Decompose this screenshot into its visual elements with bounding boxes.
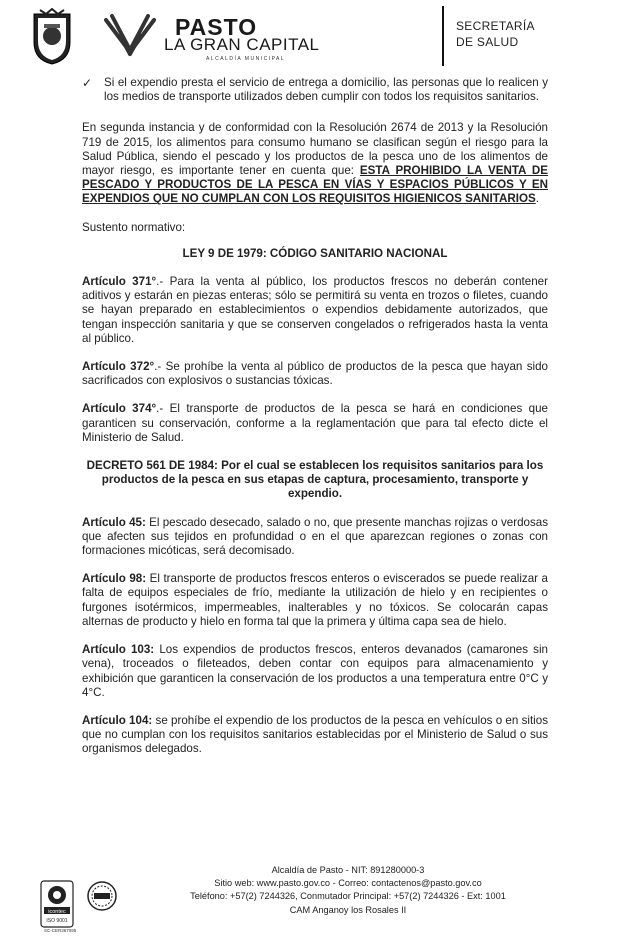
page-footer — [0, 856, 627, 939]
article-label: Artículo 103: — [82, 643, 155, 657]
document-body — [82, 76, 548, 757]
coat-of-arms-icon — [30, 8, 74, 66]
article-371 — [82, 275, 548, 346]
article-label: Artículo 98: — [82, 572, 147, 586]
footer-phone: Teléfono: +57(2) 7244326, Conmutador Principal: +57(2) 7244326 - Ext: 1001 — [190, 891, 506, 902]
department-line1: SECRETARÍA — [456, 19, 535, 33]
article-text: .- Para la venta al público, los productos frescos no deberán contener aditivos y estarán en piezas enteras; sólo se permitirá su venta en trozos o filetes, cuando se hayan preparado en establecimientos o expendios debidamente autorizados, que tengan inspección sanitaria y que se conserven congelados o refrigerados hasta la venta al público. — [82, 275, 548, 345]
article-text: El pescado desecado, salado o no, que presente manchas rojizas o verdosas que afecten sus tejidos en profundidad o en el que aparezcan regiones o zonas con formaciones micóticas, será decomisado. — [82, 515, 549, 558]
article-45 — [82, 516, 548, 559]
ley-heading: LEY 9 DE 1979: CÓDIGO SANITARIO NACIONAL — [182, 246, 448, 260]
footer-contact — [148, 864, 548, 917]
prohibition-emphasis: ESTA PROHIBIDO LA VENTA DE PESCADO Y PRODUCTOS DE LA PESCA EN VÍAS Y ESPACIOS PÚBLICOS Y EN EXPENDIOS QUE NO CUMPLAN CON LOS REQUISITOS HIGIENICOS SANITARIOS — [82, 164, 548, 206]
header-divider — [442, 6, 444, 66]
iqnet-certification-icon — [86, 880, 118, 912]
article-text: .- Se prohíbe la venta al público de productos de la pesca que hayan sido sacrificados con explosivos o sustancias tóxicas. — [82, 360, 548, 388]
bullet-text: Si el expendio presta el servicio de entrega a domicilio, las personas que lo realicen y los medios de transporte utilizados deben cumplir con todos los requisitos sanitarios. — [104, 76, 548, 104]
brand-caption: ALCALDÍA MUNICIPAL — [206, 56, 286, 62]
brand-subtitle: LA GRAN CAPITAL — [164, 35, 320, 54]
article-label: Artículo 104: — [82, 713, 153, 727]
paragraph-clasificacion — [82, 121, 548, 206]
article-label: Artículo 371° — [82, 275, 157, 289]
article-text: Los expendios de productos frescos, enteros devanados (camarones sin vena), troceados o fileteados, deben contar con equipos para almacenamiento y exhibición que garanticen la conservación de los productos a una temperatura entre 0°C y 4°C. — [82, 643, 548, 699]
bullet-item — [82, 76, 548, 104]
article-text: El transporte de productos frescos enteros o eviscerados se puede realizar a falta de equipos especiales de frío, mediante la utilización de hielo y en recipientes o furgones isotérmicos, impermeables, inalterables y no tóxicos. Se colocarán capas alternas de producto y hielo en forma tal que la primera y última capa sea de hielo. — [82, 572, 548, 628]
department-label — [456, 18, 535, 50]
article-label: Artículo 45: — [82, 515, 146, 529]
icontec-label: icontec — [48, 909, 66, 915]
brand-title: PASTO — [175, 14, 258, 40]
certificate-code: SC-CER367095 — [44, 928, 77, 933]
article-text: se prohíbe el expendio de los productos de la pesca en vehículos o en sitios que no cumplan con los requisitos sanitarios establecidas por el Ministerio de Salud o sus organismos delegados. — [82, 713, 548, 756]
article-label: Artículo 372° — [82, 360, 155, 374]
checkmark-icon: ✓ — [82, 76, 93, 90]
decreto-heading: DECRETO 561 DE 1984: Por el cual se establecen los requisitos sanitarios para los productos de la pesca en sus etapas de captura, procesamiento, transporte y expendio. — [86, 459, 544, 501]
footer-web-email: Sitio web: www.pasto.gov.co - Correo: contactenos@pasto.gov.co — [214, 878, 482, 889]
article-372 — [82, 360, 548, 388]
icontec-certification-icon — [40, 880, 74, 928]
sustento-label: Sustento normativo: — [82, 220, 186, 234]
pasto-bird-logo-icon — [100, 10, 160, 60]
article-98 — [82, 572, 548, 629]
footer-nit: Alcaldía de Pasto - NIT: 891280000-3 — [271, 865, 425, 875]
footer-address: CAM Anganoy los Rosales II — [289, 904, 407, 915]
article-label: Artículo 374° — [82, 402, 157, 416]
iso-label: ISO 9001 — [46, 918, 68, 924]
article-374 — [82, 402, 548, 445]
department-line2: DE SALUD — [456, 35, 519, 49]
article-103 — [82, 643, 548, 700]
article-104 — [82, 714, 548, 757]
paragraph-end: . — [535, 192, 539, 206]
paragraph-text: En segunda instancia y de conformidad con la Resolución 2674 de 2013 y la Resolución 719 de 2015, los alimentos para consumo humano se clasifican según el riesgo para la Salud Pública, siendo el pescado y los productos de la pesca uno de los alimentos de mayor riesgo, es importante tener en cuenta que: — [82, 121, 548, 178]
article-text: .- El transporte de productos de la pesca se hará en condiciones que garanticen su conservación, conforme a la reglamentación que para tal efecto dicte el Ministerio de Salud. — [82, 402, 548, 444]
page-header — [0, 0, 627, 75]
